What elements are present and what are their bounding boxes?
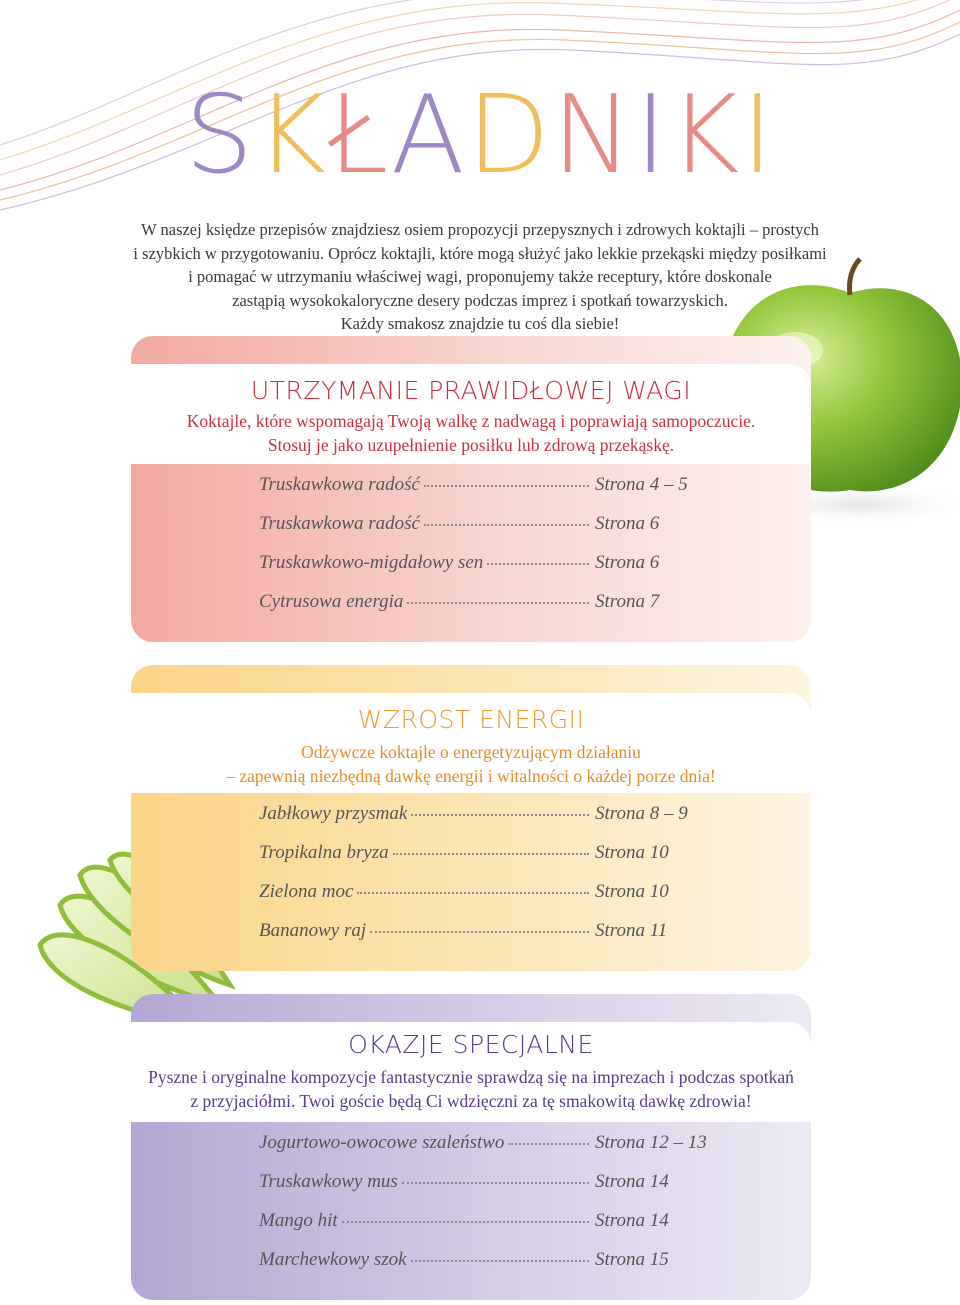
recipe-entry[interactable] xyxy=(259,591,691,630)
recipe-page: Strona 15 xyxy=(595,1249,669,1270)
title-letter: N xyxy=(551,73,635,198)
intro-line: zastąpią wysokokaloryczne desery podczas imprez i spotkań towarzyskich. xyxy=(232,290,728,310)
recipe-list xyxy=(259,474,691,630)
dot-leader xyxy=(424,523,589,526)
recipe-name: Truskawkowa radość xyxy=(259,513,420,534)
section-description xyxy=(131,409,811,457)
recipe-page: Strona 4 – 5 xyxy=(595,474,688,495)
recipe-page: Strona 14 xyxy=(595,1171,669,1192)
section-description-line: Koktajle, które wspomagają Twoją walkę z nadwagą i poprawiają samopoczucie. xyxy=(186,411,756,431)
title-letter: K xyxy=(255,73,329,198)
section-description-line: Pyszne i oryginalne kompozycje fantastycznie sprawdzą się na imprezach i podczas spotkań xyxy=(148,1067,794,1087)
intro-paragraph xyxy=(130,218,830,336)
section-header xyxy=(131,693,811,793)
dot-leader xyxy=(411,813,589,816)
recipe-page: Strona 11 xyxy=(595,920,668,941)
title-letter: S xyxy=(184,73,256,198)
dot-leader xyxy=(357,891,589,894)
dot-leader xyxy=(411,1259,589,1262)
recipe-name: Marchewkowy szok xyxy=(259,1249,407,1270)
dot-leader xyxy=(393,852,589,855)
section-weight-management xyxy=(131,336,811,642)
section-description-line: z przyjaciółmi. Twoi goście będą Ci wdzięczni za tę smakowitą dawkę zdrowia! xyxy=(190,1091,752,1111)
section-description-line: Odżywcze koktajle o energetyzującym działaniu xyxy=(301,742,641,762)
recipe-name: Jabłkowy przysmak xyxy=(259,803,408,824)
title-letter: K xyxy=(668,73,742,198)
intro-line: Każdy smakosz znajdzie tu coś dla siebie! xyxy=(340,314,620,333)
recipe-name: Truskawkowy mus xyxy=(259,1171,398,1192)
section-special-occasions xyxy=(131,994,811,1300)
recipe-page: Strona 6 xyxy=(595,552,660,573)
dot-leader xyxy=(508,1142,589,1145)
recipe-entry[interactable] xyxy=(259,881,691,920)
dot-leader xyxy=(407,601,589,604)
recipe-page: Strona 7 xyxy=(595,591,660,612)
intro-line: i pomagać w utrzymaniu właściwej wagi, proponujemy także receptury, które doskonale xyxy=(188,267,772,286)
recipe-page: Strona 10 xyxy=(595,881,669,902)
recipe-entry[interactable] xyxy=(259,552,691,591)
title-letter: Ł xyxy=(328,73,391,198)
section-description-line: – zapewnią niezbędną dawkę energii i witalności o każdej porze dnia! xyxy=(226,766,716,786)
recipe-page: Strona 12 – 13 xyxy=(595,1132,707,1153)
section-heading: UTRZYMANIE PRAWIDŁOWEJ WAGI xyxy=(250,376,692,405)
dot-leader xyxy=(342,1220,589,1223)
title-letter: A xyxy=(390,73,467,198)
recipe-list xyxy=(259,1132,707,1288)
recipe-page: Strona 8 – 9 xyxy=(595,803,688,824)
recipe-entry[interactable] xyxy=(259,803,691,842)
section-description xyxy=(131,740,811,788)
title-letter: I xyxy=(741,73,776,198)
recipe-entry[interactable] xyxy=(259,1171,691,1210)
intro-line: W naszej księdze przepisów znajdziesz osiem propozycji przepysznych i zdrowych koktajli – prostych xyxy=(141,220,819,239)
recipe-entry[interactable] xyxy=(259,1249,691,1288)
section-header xyxy=(131,1022,811,1122)
section-heading: OKAZJE SPECJALNE xyxy=(348,1030,594,1059)
dot-leader xyxy=(402,1181,589,1184)
recipe-entry[interactable] xyxy=(259,474,691,513)
recipe-name: Mango hit xyxy=(259,1210,338,1231)
section-description-line: Stosuj je jako uzupełnienie posiłku lub zdrową przekąskę. xyxy=(267,435,675,455)
recipe-name: Bananowy raj xyxy=(259,920,367,941)
recipe-name: Truskawkowa radość xyxy=(259,474,420,495)
title-letter: I xyxy=(634,73,669,198)
recipe-name: Tropikalna bryza xyxy=(259,842,389,863)
title-letter: D xyxy=(466,73,552,198)
recipe-list xyxy=(259,803,691,959)
recipe-name: Zielona moc xyxy=(259,881,354,902)
recipe-name: Jogurtowo-owocowe szaleństwo xyxy=(259,1132,505,1153)
recipe-entry[interactable] xyxy=(259,920,691,959)
recipe-name: Cytrusowa energia xyxy=(259,591,404,612)
recipe-entry[interactable] xyxy=(259,513,691,552)
section-heading: WZROST ENERGII xyxy=(357,705,585,734)
recipe-page: Strona 6 xyxy=(595,513,660,534)
dot-leader xyxy=(370,930,589,933)
recipe-entry[interactable] xyxy=(259,1210,691,1249)
recipe-name: Truskawkowo-migdałowy sen xyxy=(259,552,484,573)
section-header xyxy=(131,364,811,464)
section-energy-boost xyxy=(131,665,811,971)
page-title xyxy=(0,73,960,198)
recipe-entry[interactable] xyxy=(259,842,691,881)
recipe-entry[interactable] xyxy=(259,1132,707,1171)
section-description xyxy=(131,1065,811,1113)
intro-line: i szybkich w przygotowaniu. Oprócz koktajli, które mogą służyć jako lekkie przekąski między posiłkami xyxy=(133,243,827,263)
dot-leader xyxy=(424,484,589,487)
recipe-page: Strona 14 xyxy=(595,1210,669,1231)
recipe-page: Strona 10 xyxy=(595,842,669,863)
dot-leader xyxy=(487,562,589,565)
